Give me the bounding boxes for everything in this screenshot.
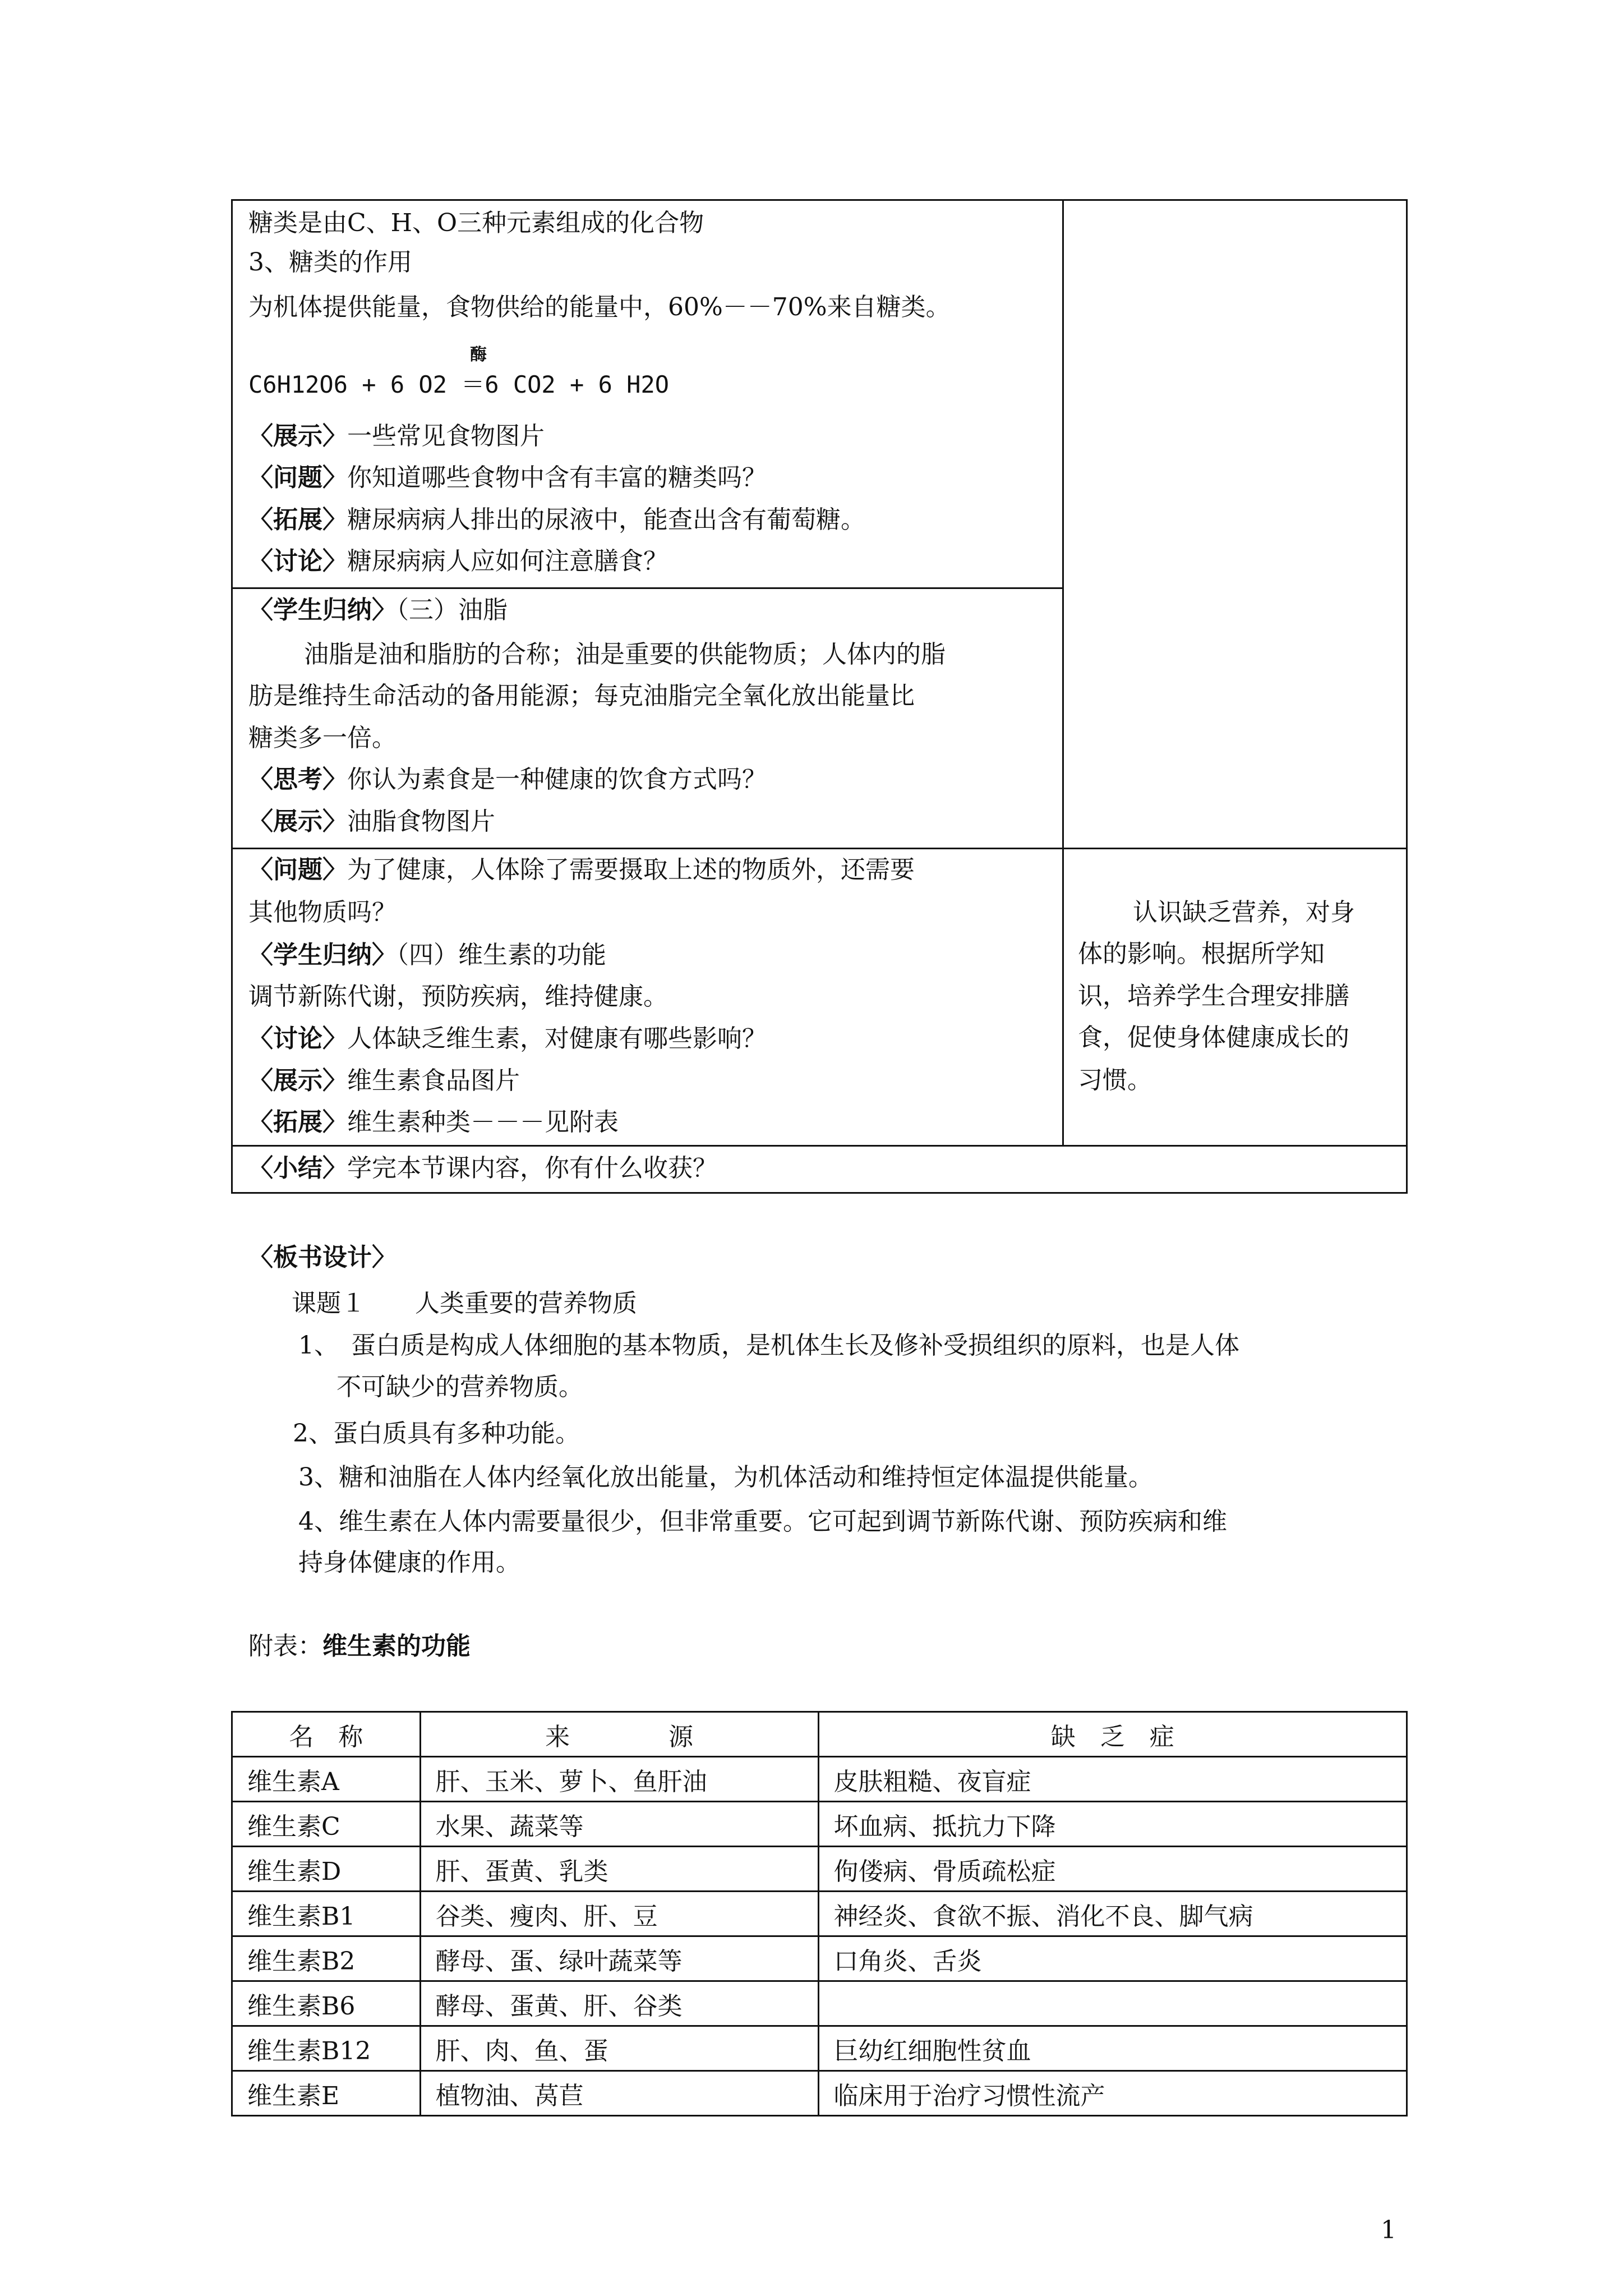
- item-text: 你认为素食是一种健康的饮食方式吗？: [347, 765, 767, 794]
- vitamin-source: 酵母、蛋、绿叶蔬菜等: [420, 1936, 818, 1981]
- board-point-0: 1、 蛋白质是构成人体细胞的基本物质，是机体生长及修补受损组织的原料，也是人体: [298, 1331, 1239, 1360]
- vitamin-deficiency: 口角炎、舌炎: [818, 1936, 1407, 1981]
- item-label: 〈展示〉: [248, 1066, 347, 1095]
- note-line-4: 习惯。: [1078, 1066, 1152, 1094]
- appendix-title-text: 维生素的功能: [322, 1632, 471, 1660]
- row3-item-show: [248, 1064, 520, 1098]
- row3-item-discuss: [248, 1022, 767, 1056]
- header-deficiency: 缺 乏 症: [818, 1712, 1407, 1757]
- page-number: 1: [1381, 2216, 1396, 2244]
- item-label: 〈问题〉: [248, 463, 347, 492]
- table-row: [232, 2071, 1407, 2116]
- board-point-3: 4、维生素在人体内需要量很少，但非常重要。它可起到调节新陈代谢、预防疾病和维: [298, 1507, 1227, 1536]
- item-label: 〈拓展〉: [248, 505, 347, 534]
- vitamin-deficiency: 佝偻病、骨质疏松症: [818, 1847, 1407, 1892]
- table-row: [232, 1802, 1407, 1847]
- vitamin-source: 肝、蛋黄、乳类: [420, 1847, 818, 1892]
- appendix-prefix: 附表：: [248, 1632, 322, 1660]
- table-row: [232, 1847, 1407, 1892]
- vitamin-name: 维生素B12: [232, 2026, 421, 2071]
- item-label: 〈拓展〉: [248, 1108, 347, 1137]
- item-text: （四）维生素的功能: [396, 941, 606, 969]
- row2-heading-label: 〈学生归纳〉: [248, 596, 396, 624]
- table-row: [232, 1981, 1407, 2026]
- row3-plain: 调节新陈代谢，预防疾病，维持健康。: [248, 982, 668, 1011]
- row4-summary: [248, 1152, 717, 1185]
- vitamin-name: 维生素B1: [232, 1892, 421, 1936]
- table-row: [232, 1936, 1407, 1981]
- table-row: [232, 1892, 1407, 1936]
- item-text: 一些常见食物图片: [347, 422, 545, 450]
- appendix-title: [248, 1630, 471, 1663]
- note-line-1: 体的影响。根据所学知: [1078, 940, 1325, 968]
- item-text: 为了健康，人体除了需要摄取上述的物质外，还需要: [347, 855, 915, 884]
- row-divider-3: [231, 1145, 1408, 1147]
- vitamin-deficiency: 巨幼红细胞性贫血: [818, 2026, 1407, 2071]
- header-name: 名 称: [232, 1712, 421, 1757]
- row3-question: [248, 853, 915, 887]
- vitamin-source: 肝、玉米、萝卜、鱼肝油: [420, 1757, 818, 1802]
- row1-line-0: 糖类是由C、H、O三种元素组成的化合物: [248, 209, 704, 237]
- row3-summary: [248, 938, 606, 972]
- row1-line-1: 3、糖类的作用: [248, 248, 412, 277]
- note-line-2: 识，培养学生合理安排膳: [1078, 982, 1349, 1010]
- row-divider-2: [231, 848, 1408, 849]
- row1-item-discuss: [248, 545, 668, 578]
- row2-item-think: [248, 763, 767, 797]
- item-text: 油脂食物图片: [347, 807, 495, 836]
- row2-para-line-2: 糖类多一倍。: [248, 724, 396, 752]
- vitamin-name: 维生素B2: [232, 1936, 421, 1981]
- row1-line-2: 为机体提供能量，食物供给的能量中，60%－－70%来自糖类。: [248, 293, 951, 321]
- board-point-2: 3、糖和油脂在人体内经氧化放出能量，为机体活动和维持恒定体温提供能量。: [298, 1463, 1153, 1492]
- lesson-table-column-divider: [1062, 199, 1064, 1145]
- board-title: 〈板书设计〉: [248, 1243, 396, 1272]
- table-row: [232, 1757, 1407, 1802]
- table-row: [232, 2026, 1407, 2071]
- board-topic: 课题１ 人类重要的营养物质: [292, 1289, 637, 1318]
- item-text: 你知道哪些食物中含有丰富的糖类吗？: [347, 463, 767, 492]
- item-text: 糖尿病病人排出的尿液中，能查出含有葡萄糖。: [347, 505, 865, 534]
- item-label: 〈小结〉: [248, 1154, 347, 1182]
- vitamin-source: 谷类、瘦肉、肝、豆: [420, 1892, 818, 1936]
- header-source: 来 源: [420, 1712, 818, 1757]
- vitamin-deficiency: 临床用于治疗习惯性流产: [818, 2071, 1407, 2116]
- item-text: 学完本节课内容，你有什么收获？: [347, 1154, 717, 1182]
- table-header-row: [232, 1712, 1407, 1757]
- vitamin-name: 维生素C: [232, 1802, 421, 1847]
- row3-item-extend: [248, 1106, 619, 1139]
- vitamin-deficiency: [818, 1981, 1407, 2026]
- note-line-3: 食，促使身体健康成长的: [1078, 1023, 1349, 1052]
- item-label: 〈问题〉: [248, 855, 347, 884]
- item-label: 〈讨论〉: [248, 547, 347, 576]
- glucose-equation: C6H12O6 + 6 O2 ＝6 CO2 + 6 H2O: [248, 371, 670, 398]
- item-label: 〈思考〉: [248, 765, 347, 794]
- enzyme-label: 酶: [470, 345, 487, 365]
- vitamin-source: 酵母、蛋黄、肝、谷类: [420, 1981, 818, 2026]
- row1-item-question: [248, 461, 767, 495]
- vitamin-deficiency: 坏血病、抵抗力下降: [818, 1802, 1407, 1847]
- row2-para-line-1: 肪是维持生命活动的备用能源；每克油脂完全氧化放出能量比: [248, 682, 915, 710]
- vitamin-deficiency: 神经炎、食欲不振、消化不良、脚气病: [818, 1892, 1407, 1936]
- row2-para-line-0: 油脂是油和脂肪的合称；油是重要的供能物质；人体内的脂: [304, 640, 946, 669]
- vitamin-name: 维生素B6: [232, 1981, 421, 2026]
- item-label: 〈展示〉: [248, 807, 347, 836]
- item-label: 〈讨论〉: [248, 1024, 347, 1053]
- item-label: 〈展示〉: [248, 422, 347, 450]
- board-point-1: 2、蛋白质具有多种功能。: [293, 1419, 580, 1448]
- item-text: 维生素食品图片: [347, 1066, 520, 1095]
- vitamin-name: 维生素E: [232, 2071, 421, 2116]
- row1-item-show: [248, 420, 545, 453]
- row3-question-cont: 其他物质吗？: [248, 898, 396, 927]
- row-divider-1: [231, 587, 1064, 589]
- vitamin-deficiency: 皮肤粗糙、夜盲症: [818, 1757, 1407, 1802]
- vitamin-source: 植物油、莴苣: [420, 2071, 818, 2116]
- board-point-3-cont: 持身体健康的作用。: [298, 1548, 520, 1577]
- row2-item-show: [248, 805, 495, 839]
- item-label: 〈学生归纳〉: [248, 941, 396, 969]
- vitamin-name: 维生素D: [232, 1847, 421, 1892]
- item-text: 维生素种类－－－见附表: [347, 1108, 619, 1137]
- board-point-0-cont: 不可缺少的营养物质。: [336, 1373, 583, 1401]
- vitamin-source: 肝、肉、鱼、蛋: [420, 2026, 818, 2071]
- row2-heading-text: （三）油脂: [396, 596, 508, 624]
- item-text: 糖尿病病人应如何注意膳食？: [347, 547, 668, 576]
- row1-item-extend: [248, 503, 865, 537]
- note-line-0: 认识缺乏营养，对身: [1133, 898, 1355, 927]
- row2-heading: [248, 593, 508, 627]
- item-text: 人体缺乏维生素，对健康有哪些影响？: [347, 1024, 767, 1053]
- vitamin-name: 维生素A: [232, 1757, 421, 1802]
- vitamin-table: [231, 1711, 1408, 2116]
- vitamin-source: 水果、蔬菜等: [420, 1802, 818, 1847]
